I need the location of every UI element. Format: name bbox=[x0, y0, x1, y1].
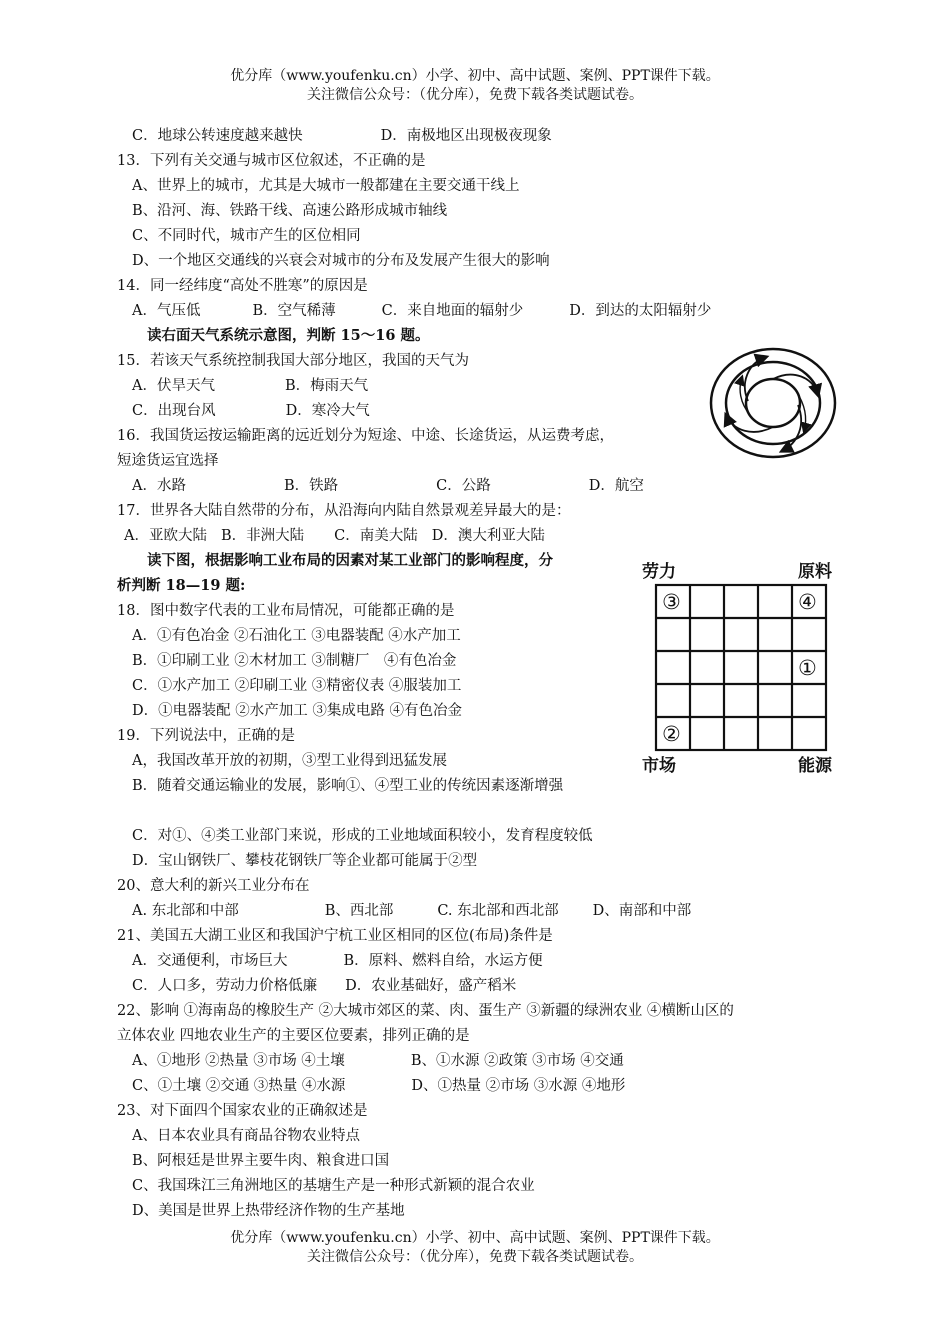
q22-options-ab bbox=[132, 1051, 624, 1071]
q23-option-b: B、阿根廷是世界主要牛肉、粮食进口国 bbox=[132, 1153, 390, 1169]
q19-option-c: C．对①、④类工业部门来说，形成的工业地域面积较小，发育程度较低 bbox=[132, 828, 593, 844]
q15-option-b: B．梅雨天气 bbox=[284, 378, 369, 394]
q21-option-a: A．交通便利，市场巨大 bbox=[132, 953, 288, 969]
q20-stem: 20、意大利的新兴工业分布在 bbox=[117, 878, 310, 894]
q13-option-b: B、沿河、海、铁路干线、高速公路形成城市轴线 bbox=[132, 203, 448, 219]
outer-ring bbox=[711, 349, 835, 457]
q23-option-a: A、日本农业具有商品谷物农业特点 bbox=[132, 1128, 360, 1144]
label-market: 市场 bbox=[642, 756, 676, 776]
marker-2: ② bbox=[662, 722, 681, 746]
q16-option-a: A．水路 bbox=[132, 478, 186, 494]
q18-option-c: C．①水产加工 ②印刷工业 ③精密仪表 ④服装加工 bbox=[132, 678, 462, 694]
q12-option-c: C．地球公转速度越来越快 bbox=[132, 128, 303, 144]
q21-options-ab bbox=[132, 951, 543, 971]
q16-stem-line1: 16．我国货运按运输距离的远近划分为短途、中途、长途货运，从运费考虑， bbox=[117, 428, 614, 444]
q19-option-d: D．宝山钢铁厂、攀枝花钢铁厂等企业都可能属于②型 bbox=[132, 853, 478, 869]
q15-option-a: A．伏旱天气 bbox=[132, 378, 215, 394]
q22-option-d: D、①热量 ②市场 ③水源 ④地形 bbox=[411, 1078, 626, 1094]
header-line-1: 优分库（www.youfenku.cn）小学、初中、高中试题、案例、PPT课件下载。 bbox=[230, 68, 720, 84]
q16-options bbox=[132, 476, 644, 496]
marker-4: ④ bbox=[798, 590, 817, 614]
label-raw-material: 原料 bbox=[798, 562, 832, 582]
q16-option-d: D．航空 bbox=[588, 478, 644, 494]
q14-option-c: C．来自地面的辐射少 bbox=[381, 303, 524, 319]
q19-option-b: B．随着交通运输业的发展，影响①、④型工业的传统因素逐渐增强 bbox=[132, 778, 564, 794]
q20-option-d: D、南部和中部 bbox=[592, 903, 692, 919]
inner-ring bbox=[746, 379, 800, 427]
q21-option-d: D．农业基础好，盛产稻米 bbox=[345, 978, 517, 994]
q13-option-c: C、不同时代，城市产生的区位相同 bbox=[132, 228, 361, 244]
q18-option-d: D．①电器装配 ②水产加工 ③集成电路 ④有色冶金 bbox=[132, 703, 462, 719]
header-line-2: 关注微信公众号：（优分库），免费下载各类试题试卷。 bbox=[307, 87, 643, 103]
q17-option-d: D．澳大利亚大陆 bbox=[431, 528, 545, 544]
q22-stem-line1: 22、影响 ①海南岛的橡胶生产 ②大城市郊区的菜、肉、蛋生产 ③新疆的绿洲农业 ④横断山区的 bbox=[117, 1003, 734, 1019]
marker-3: ③ bbox=[662, 590, 681, 614]
q12-option-d: D．南极地区出现极夜现象 bbox=[380, 128, 552, 144]
weather-system-diagram bbox=[708, 347, 838, 459]
q20-option-c: C. 东北部和西北部 bbox=[437, 903, 559, 919]
middle-ring bbox=[726, 362, 820, 444]
q20-options bbox=[132, 901, 691, 921]
q17-option-a: A．亚欧大陆 bbox=[124, 528, 207, 544]
q23-option-d: D、美国是世界上热带经济作物的生产基地 bbox=[132, 1203, 405, 1219]
q15-option-c: C．出现台风 bbox=[132, 403, 216, 419]
q12-options bbox=[132, 126, 552, 146]
q22-option-b: B、①水源 ②政策 ③市场 ④交通 bbox=[410, 1053, 624, 1069]
q17-option-c: C．南美大陆 bbox=[334, 528, 418, 544]
q21-option-b: B．原料、燃料自给，水运方便 bbox=[343, 953, 543, 969]
q19-stem: 19．下列说法中，正确的是 bbox=[117, 728, 295, 744]
industry-location-grid bbox=[640, 557, 845, 777]
q15-stem: 15．若该天气系统控制我国大部分地区，我国的天气为 bbox=[117, 353, 469, 369]
q14-options bbox=[132, 301, 711, 321]
q16-option-c: C．公路 bbox=[436, 478, 491, 494]
instruction-15-16: 读右面天气系统示意图，判断 15～16 题。 bbox=[147, 327, 430, 344]
q14-option-d: D．到达的太阳辐射少 bbox=[569, 303, 712, 319]
q13-option-d: D、一个地区交通线的兴衰会对城市的分布及发展产生很大的影响 bbox=[132, 253, 550, 269]
q16-option-b: B．铁路 bbox=[283, 478, 339, 494]
q22-stem-line2: 立体农业 四地农业生产的主要区位要素，排列正确的是 bbox=[117, 1028, 470, 1044]
q14-option-a: A．气压低 bbox=[132, 303, 201, 319]
q20-option-b: B、西北部 bbox=[324, 903, 394, 919]
q21-option-c: C．人口多，劳动力价格低廉 bbox=[132, 978, 318, 994]
q14-stem: 14．同一经纬度“高处不胜寒”的原因是 bbox=[117, 278, 368, 294]
q22-options-cd bbox=[132, 1076, 625, 1096]
q21-stem: 21、美国五大湖工业区和我国沪宁杭工业区相同的区位(布局)条件是 bbox=[117, 928, 553, 944]
q16-stem-line2: 短途货运宜选择 bbox=[117, 453, 219, 469]
q13-stem: 13．下列有关交通与城市区位叙述，不正确的是 bbox=[117, 153, 426, 169]
label-labor: 劳力 bbox=[642, 562, 676, 582]
q18-option-a: A．①有色冶金 ②石油化工 ③电器装配 ④水产加工 bbox=[132, 628, 461, 644]
q15-options-ab bbox=[132, 376, 368, 396]
q13-option-a: A、世界上的城市，尤其是大城市一般都建在主要交通干线上 bbox=[132, 178, 520, 194]
q21-options-cd bbox=[132, 976, 516, 996]
marker-1: ① bbox=[798, 656, 817, 680]
instruction-18-19-line2: 析判断 18—19 题: bbox=[117, 577, 246, 594]
q15-options-cd bbox=[132, 401, 370, 421]
q23-option-c: C、我国珠江三角洲地区的基塘生产是一种形式新颖的混合农业 bbox=[132, 1178, 535, 1194]
q19-option-a: A，我国改革开放的初期，③型工业得到迅猛发展 bbox=[132, 753, 447, 769]
q17-stem: 17．世界各大陆自然带的分布，从沿海向内陆自然景观差异最大的是： bbox=[117, 503, 571, 519]
q15-option-d: D．寒冷大气 bbox=[285, 403, 370, 419]
q22-option-a: A、①地形 ②热量 ③市场 ④土壤 bbox=[132, 1053, 345, 1069]
q22-option-c: C、①土壤 ②交通 ③热量 ④水源 bbox=[132, 1078, 346, 1094]
q23-stem: 23、对下面四个国家农业的正确叙述是 bbox=[117, 1103, 368, 1119]
label-energy: 能源 bbox=[798, 756, 832, 776]
footer-line-1: 优分库（www.youfenku.cn）小学、初中、高中试题、案例、PPT课件下载。 bbox=[230, 1230, 720, 1246]
q17-option-b: B．非洲大陆 bbox=[220, 528, 305, 544]
q14-option-b: B．空气稀薄 bbox=[252, 303, 336, 319]
footer-line-2: 关注微信公众号：（优分库），免费下载各类试题试卷。 bbox=[307, 1249, 643, 1265]
instruction-18-19-line1: 读下图，根据影响工业布局的因素对某工业部门的影响程度，分 bbox=[147, 552, 553, 569]
q18-option-b: B．①印刷工业 ②木材加工 ③制糖厂 ④有色冶金 bbox=[132, 653, 457, 669]
q20-option-a: A. 东北部和中部 bbox=[132, 903, 239, 919]
q18-stem: 18．图中数字代表的工业布局情况，可能都正确的是 bbox=[117, 603, 455, 619]
q17-options bbox=[124, 526, 545, 546]
